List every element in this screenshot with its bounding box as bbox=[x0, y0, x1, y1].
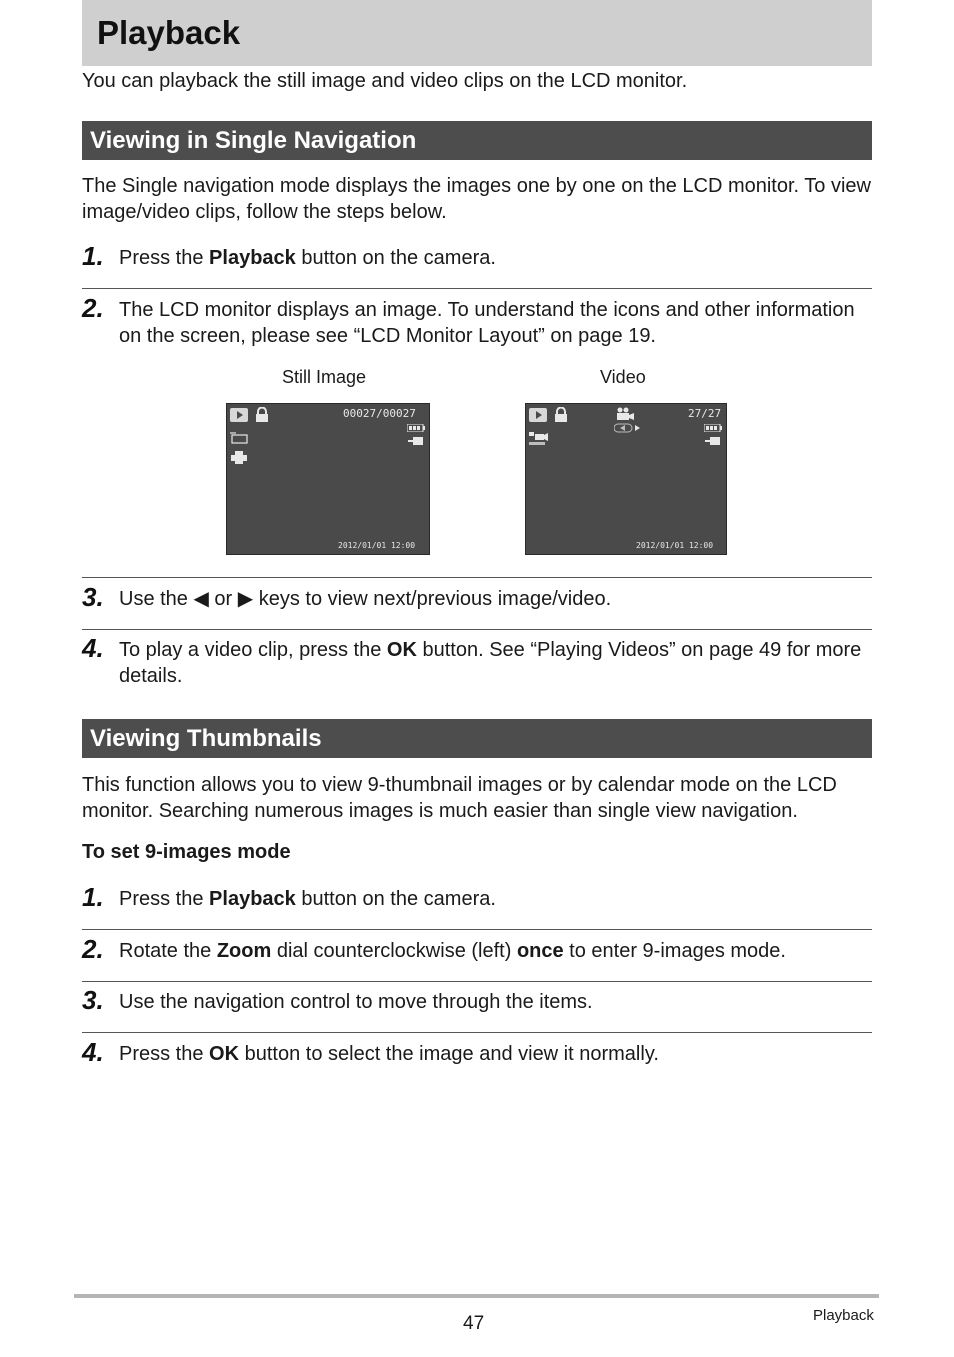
step-divider bbox=[82, 981, 872, 982]
sub-heading: To set 9-images mode bbox=[82, 841, 291, 863]
lock-icon bbox=[255, 407, 269, 422]
step-text: Press the OK button to select the image and view it normally. bbox=[119, 1043, 659, 1065]
step-text: Use the navigation control to move through the items. bbox=[119, 991, 593, 1013]
section-title-single-navigation: Viewing in Single Navigation bbox=[90, 127, 417, 154]
datetime-stamp: 2012/01/01 12:00 bbox=[636, 541, 714, 550]
section-intro-thumbnails: This function allows you to view 9-thumbnail images or by calendar mode on the LCD monitor. Searching numerous images is much easier than single view navigation. bbox=[82, 774, 837, 822]
right-key-icon: ▶ bbox=[237, 588, 254, 610]
step-divider bbox=[82, 929, 872, 930]
step-divider bbox=[82, 288, 872, 289]
step-divider bbox=[82, 1032, 872, 1033]
left-key-icon: ◀ bbox=[193, 588, 209, 610]
page-number: 47 bbox=[463, 1313, 485, 1334]
battery-icon bbox=[704, 424, 722, 432]
step-number: 2. bbox=[82, 293, 104, 323]
video-resolution-icon bbox=[529, 432, 549, 446]
step-divider bbox=[82, 577, 872, 578]
storage-icon bbox=[705, 436, 721, 446]
step-number: 4. bbox=[82, 633, 104, 663]
dpof-icon bbox=[230, 432, 248, 444]
footer-section-label: Playback bbox=[813, 1307, 874, 1324]
figure-caption-still: Still Image bbox=[282, 367, 367, 387]
step-text: Use the ◀ or ▶ keys to view next/previous image/video. bbox=[119, 588, 612, 610]
step-number: 4. bbox=[82, 1037, 104, 1067]
section-title-thumbnails: Viewing Thumbnails bbox=[90, 725, 322, 752]
step-text: The LCD monitor displays an image. To understand the icons and other information on the screen, please see “LCD Monitor Layout” on page 19. bbox=[119, 299, 855, 347]
figure-caption-video: Video bbox=[600, 367, 646, 387]
playback-mode-icon bbox=[230, 408, 248, 422]
step-text: Press the Playback button on the camera. bbox=[119, 247, 496, 269]
video-playback-control-icon bbox=[614, 423, 642, 433]
step-number: 1. bbox=[82, 241, 104, 271]
step-text: To play a video clip, press the OK button. See “Playing Videos” on page 49 for more details. bbox=[119, 639, 862, 687]
step-text: Press the Playback button on the camera. bbox=[119, 888, 496, 910]
battery-icon bbox=[407, 424, 425, 432]
step-number: 3. bbox=[82, 582, 104, 612]
video-counter: 27/27 bbox=[688, 407, 722, 420]
step-text: Rotate the Zoom dial counterclockwise (left) once to enter 9-images mode. bbox=[119, 940, 786, 962]
step-number: 2. bbox=[82, 934, 104, 964]
lcd-video-screen bbox=[525, 403, 727, 555]
playback-mode-icon bbox=[529, 408, 547, 422]
datetime-stamp: 2012/01/01 12:00 bbox=[338, 541, 416, 550]
lock-icon bbox=[554, 407, 568, 422]
image-counter: 00027/00027 bbox=[343, 407, 416, 420]
print-icon bbox=[231, 451, 247, 464]
video-camera-icon bbox=[616, 407, 634, 420]
lcd-still-image-screen bbox=[226, 403, 430, 555]
step-number: 3. bbox=[82, 985, 104, 1015]
storage-icon bbox=[408, 436, 424, 446]
page-intro: You can playback the still image and video clips on the LCD monitor. bbox=[82, 70, 688, 92]
step-divider bbox=[82, 629, 872, 630]
footer-rule bbox=[74, 1294, 879, 1298]
section-intro-single-navigation: The Single navigation mode displays the images one by one on the LCD monitor. To view image/video clips, follow the steps below. bbox=[82, 175, 871, 223]
step-number: 1. bbox=[82, 882, 104, 912]
page-title: Playback bbox=[97, 14, 241, 51]
